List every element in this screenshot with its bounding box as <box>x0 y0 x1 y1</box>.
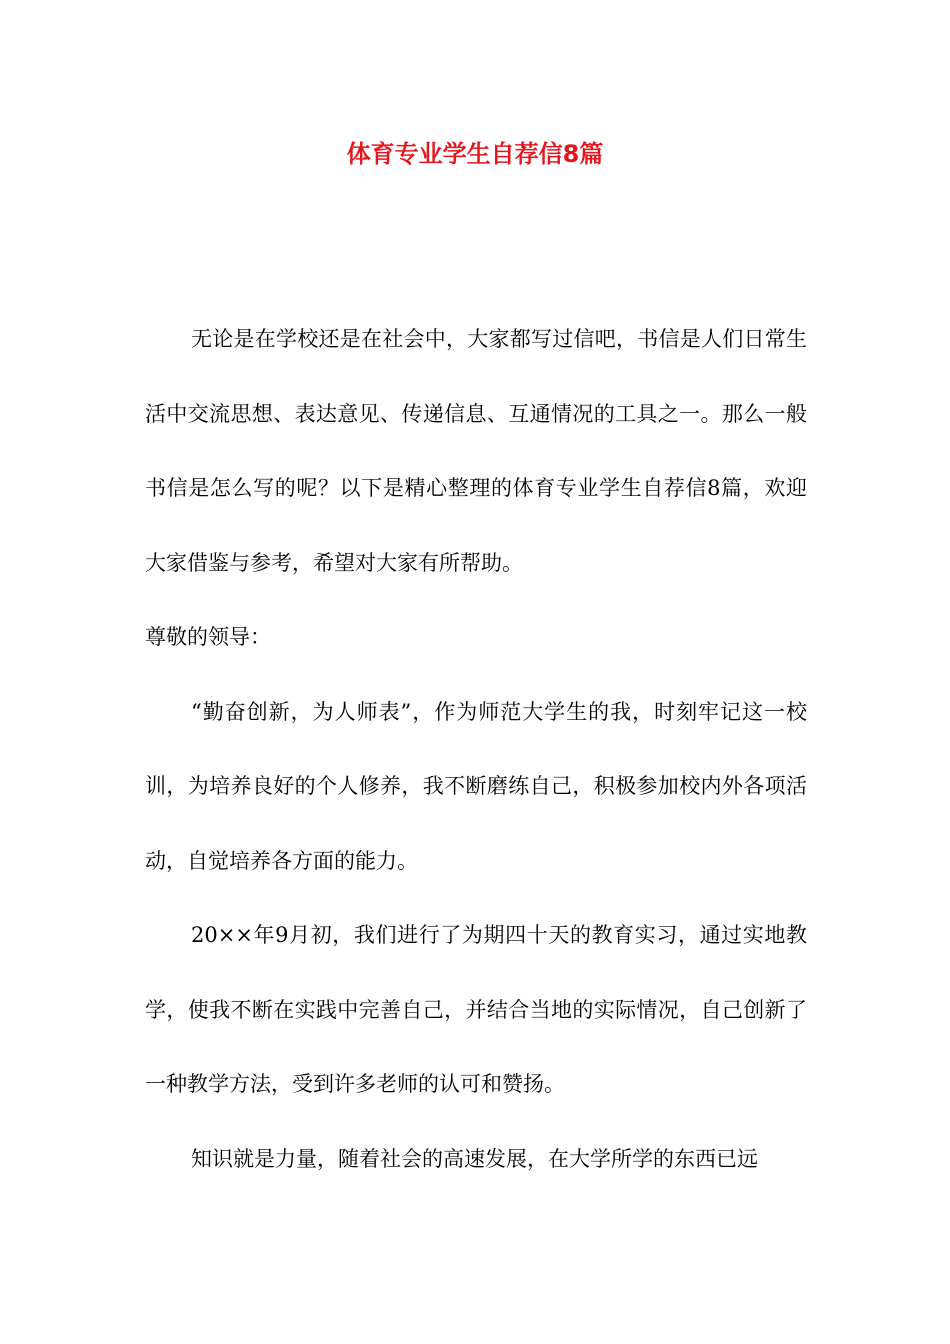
document-body <box>145 302 807 1196</box>
paragraph-motto: “勤奋创新，为人师表”，作为师范大学生的我，时刻牢记这一校训，为培养良好的个人修养，我不断磨练自己，积极参加校内外各项活动，自觉培养各方面的能力。 <box>145 699 807 873</box>
paragraph-internship: 20××年9月初，我们进行了为期四十天的教育实习，通过实地教学，使我不断在实践中完善自己，并结合当地的实际情况，自己创新了一种教学方法，受到许多老师的认可和赞扬。 <box>145 923 807 1096</box>
paragraph-knowledge: 知识就是力量，随着社会的高速发展，在大学所学的东西已远 <box>191 1146 758 1171</box>
paragraph-intro: 无论是在学校还是在社会中，大家都写过信吧，书信是人们日常生活中交流思想、表达意见、传递信息、互通情况的工具之一。那么一般书信是怎么写的呢？以下是精心整理的体育专业学生自荐信8篇，欢迎大家借鉴与参考，希望对大家有所帮助。 <box>145 327 807 575</box>
paragraph-salutation: 尊敬的领导： <box>145 625 271 649</box>
document-title: 体育专业学生自荐信8篇 <box>346 140 604 168</box>
